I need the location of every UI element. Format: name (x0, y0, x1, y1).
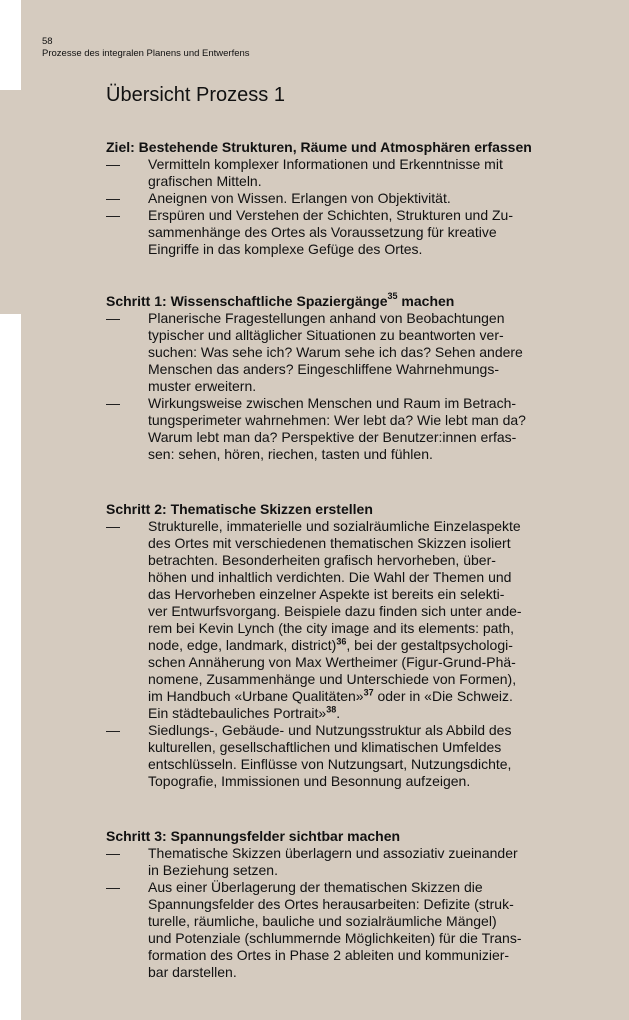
text-segment: oder in «Die Schweiz. Ein städtebauliches Portrait» (148, 688, 513, 721)
step1-section (106, 293, 566, 463)
dash-bullet: — (106, 310, 120, 326)
footnote-marker: 35 (387, 291, 398, 302)
list-item (106, 395, 566, 463)
text-segment: , bei der gestaltpsychologi- schen Annäherung von Max Wertheimer (Figur-Grund-Phä- nomene, Zusammenhänge und Unterschiede von Formen), im Handbuch «Urbane Qualitäten» (148, 637, 517, 704)
side-strip (0, 90, 21, 314)
list-item (106, 156, 566, 190)
step2-heading: Schritt 2: Thematische Skizzen erstellen (106, 501, 373, 517)
list-item (106, 845, 566, 879)
list-item (106, 190, 566, 207)
list-item-text: Erspüren und Verstehen der Schichten, Strukturen und Zu- sammenhänge des Ortes als Voraussetzung für kreative Eingriffe in das komplexe Gefüge des Ortes. (148, 207, 513, 257)
goal-section (106, 139, 566, 258)
running-header (42, 36, 250, 60)
list-item (106, 518, 566, 722)
step3-section (106, 828, 566, 981)
list-item-text: Thematische Skizzen überlagern und assoziativ zueinander in Beziehung setzen. (148, 845, 518, 878)
step3-list (106, 845, 566, 981)
list-item-text: Wirkungsweise zwischen Menschen und Raum im Betrach- tungsperimeter wahrnehmen: Wer lebt da? Wie lebt man da? Warum lebt man da? Perspektive der Benutzer:innen erfas- sen: sehen, hören, riechen, tasten und fühlen. (148, 395, 526, 462)
page-margin (0, 0, 21, 90)
step1-heading (106, 293, 566, 310)
step1-list (106, 310, 566, 463)
page-number: 58 (42, 36, 53, 47)
step1-heading-suffix: machen (397, 293, 455, 309)
step2-section (106, 501, 566, 790)
list-item-text (148, 518, 522, 721)
text-segment: Strukturelle, immaterielle und sozialräumliche Einzelaspekte des Ortes mit verschiedenen thematischen Skizzen isoliert betrachten. Besonderheiten grafisch hervorheben, über- höhen und inhaltlich verdichten. Die Wahl der Themen und das Hervorheben einzelner Aspekte ist bereits ein selekti- ver Entwurfsvorgang. Beispiele dazu finden sich unter ande- rem bei Kevin Lynch (the city image and its elements: path, node, edge, landmark, district) (148, 518, 522, 653)
footnote-marker: 38 (326, 704, 337, 715)
list-item-text: Aus einer Überlagerung der thematischen Skizzen die Spannungsfelder des Ortes herausarbeiten: Defizite (struk- turelle, räumliche, bauliche und sozialräumliche Mängel) und Potenziale (schlummernde Möglichkeiten) für die Trans- formation des Ortes in Phase 2 ableiten und kommunizier- bar darstellen. (148, 879, 522, 980)
list-item-text: Vermitteln komplexer Informationen und Erkenntnisse mit grafischen Mitteln. (148, 156, 503, 189)
list-item-text: Siedlungs-, Gebäude- und Nutzungsstruktur als Abbild des kulturellen, gesellschaftlichen und klimatischen Umfeldes entschlüsseln. Einflüsse von Nutzungsart, Nutzungsdichte, Topografie, Immissionen und Besonnung aufzeigen. (148, 722, 512, 789)
list-item (106, 879, 566, 981)
footnote-marker: 37 (363, 687, 374, 698)
list-item-text: Aneignen von Wissen. Erlangen von Objektivität. (148, 190, 451, 206)
list-item (106, 722, 566, 790)
footnote-marker: 36 (336, 636, 347, 647)
dash-bullet: — (106, 190, 120, 206)
goal-list (106, 156, 566, 258)
goal-heading: Ziel: Bestehende Strukturen, Räume und Atmosphären erfassen (106, 139, 532, 155)
dash-bullet: — (106, 879, 120, 895)
text-segment: . (336, 705, 341, 721)
list-item (106, 207, 566, 258)
step1-heading-text: Schritt 1: Wissenschaftliche Spaziergänge (106, 293, 388, 309)
list-item (106, 310, 566, 395)
dash-bullet: — (106, 156, 120, 172)
step3-heading: Schritt 3: Spannungsfelder sichtbar machen (106, 828, 401, 844)
list-item-text: Planerische Fragestellungen anhand von Beobachtungen typischer und alltäglicher Situationen zu beantworten ver- suchen: Was sehe ich? Warum sehe ich das? Sehen andere Menschen das anders? Eingeschliffene Wahrnehmungs- muster erweitern. (148, 310, 523, 394)
dash-bullet: — (106, 395, 120, 411)
dash-bullet: — (106, 722, 120, 738)
page-title: Übersicht Prozess 1 (106, 84, 285, 106)
running-title: Prozesse des integralen Planens und Entwerfens (42, 48, 250, 59)
step2-list (106, 518, 566, 790)
dash-bullet: — (106, 518, 120, 534)
dash-bullet: — (106, 207, 120, 223)
dash-bullet: — (106, 845, 120, 861)
